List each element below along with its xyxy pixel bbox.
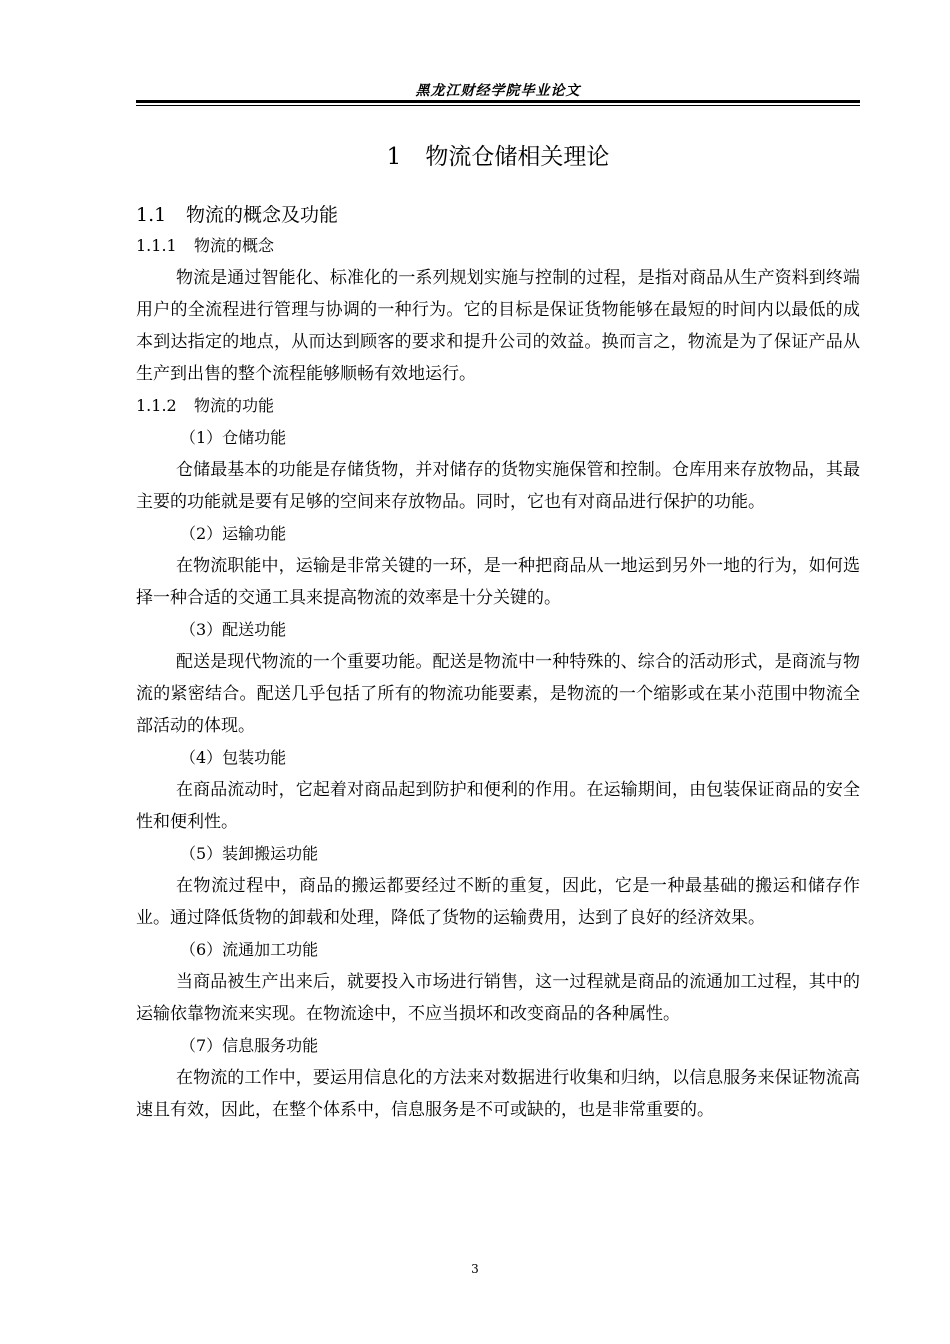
function-paragraph: 当商品被生产出来后，就要投入市场进行销售，这一过程就是商品的流通加工过程，其中的运输依靠物流来实现。在物流途中，不应当损坏和改变商品的各种属性。: [136, 972, 860, 1024]
subsection-heading-concept: [136, 230, 860, 262]
function-label: （6）流通加工功能: [180, 940, 319, 959]
function-paragraph: 仓储最基本的功能是存储货物，并对储存的货物实施保管和控制。仓库用来存放物品，其最主要的功能就是要有足够的空间来存放物品。同时，它也有对商品进行保护的功能。: [136, 460, 860, 512]
concept-paragraph: 物流是通过智能化、标准化的一系列规划实施与控制的过程，是指对商品从生产资料到终端用户的全流程进行管理与协调的一种行为。它的目标是保证货物能够在最短的时间内以最低的成本到达指定的地点，从而达到顾客的要求和提升公司的效益。换而言之，物流是为了保证产品从生产到出售的整个流程能够顺畅有效地运行。: [136, 268, 860, 384]
subsection-heading-functions: [136, 390, 860, 422]
function-paragraph: 在物流的工作中，要运用信息化的方法来对数据进行收集和归纳，以信息服务来保证物流高速且有效，因此，在整个体系中，信息服务是不可或缺的，也是非常重要的。: [136, 1068, 860, 1120]
subsection-number: 1.1.1: [136, 236, 177, 255]
page-content: [136, 140, 860, 1126]
header-rule-thick: [136, 100, 860, 103]
subsection-number: 1.1.2: [136, 396, 177, 415]
function-label: （7）信息服务功能: [180, 1036, 319, 1055]
function-paragraph: 在物流职能中，运输是非常关键的一环，是一种把商品从一地运到另外一地的行为，如何选择一种合适的交通工具来提高物流的效率是十分关键的。: [136, 556, 860, 608]
function-label: （2）运输功能: [180, 524, 287, 543]
function-label: （5）装卸搬运功能: [180, 844, 319, 863]
subsection-title: 物流的概念: [194, 236, 275, 255]
page-number: 3: [471, 1262, 479, 1276]
function-paragraph: 在物流过程中，商品的搬运都要经过不断的重复，因此，它是一种最基础的搬运和储存作业。通过降低货物的卸载和处理，降低了货物的运输费用，达到了良好的经济效果。: [136, 876, 860, 928]
section-title: 物流的概念及功能: [186, 204, 339, 226]
running-header: 黑龙江财经学院毕业论文: [415, 83, 581, 99]
function-label: （1）仓储功能: [180, 428, 287, 447]
section-number: 1.1: [136, 204, 167, 226]
function-paragraph: 配送是现代物流的一个重要功能。配送是物流中一种特殊的、综合的活动形式，是商流与物流的紧密结合。配送几乎包括了所有的物流功能要素，是物流的一个缩影或在某小范围中物流全部活动的体现。: [136, 652, 860, 736]
function-label: （3）配送功能: [180, 620, 287, 639]
chapter-title: 物流仓储相关理论: [425, 144, 610, 170]
function-paragraph: 在商品流动时，它起着对商品起到防护和便利的作用。在运输期间，由包装保证商品的安全性和便利性。: [136, 780, 860, 832]
subsection-title: 物流的功能: [194, 396, 275, 415]
section-heading: [136, 200, 860, 230]
chapter-number: 1: [386, 144, 402, 170]
chapter-heading: [136, 140, 860, 178]
header-rule-thin: [136, 105, 860, 106]
function-label: （4）包装功能: [180, 748, 287, 767]
